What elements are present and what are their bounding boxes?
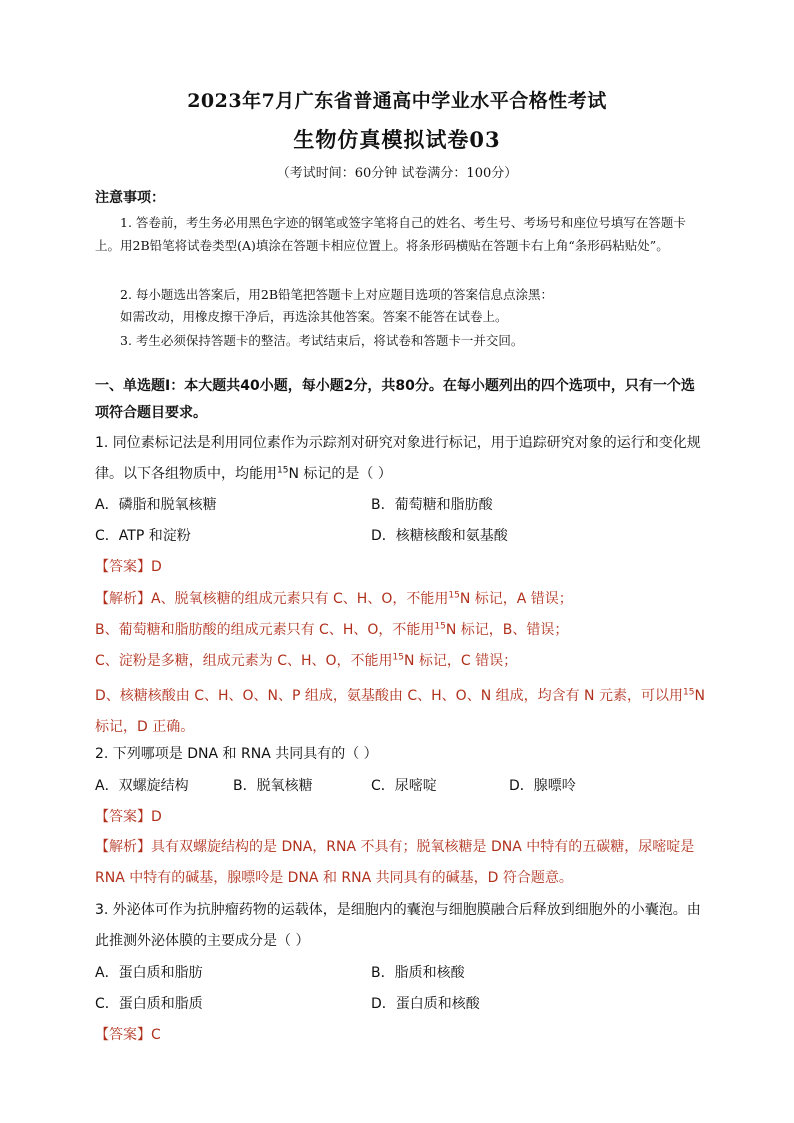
q3-option-c: C．蛋白质和脂质 xyxy=(95,996,203,1012)
q1-explanation-4: D、核糖核酸由 C、H、O、N、P 组成，氨基酸由 C、H、O、N 组成，均含有 N 元素，可以用$^{15}$N 标记，D 正确。 xyxy=(95,687,705,735)
q1-option-d: D．核糖核酸和氨基酸 xyxy=(371,528,508,544)
q1-explanation-3: C、淀粉是多糖，组成元素为 C、H、O，不能用$^{15}$N 标记，C 错误； xyxy=(95,652,518,669)
q2-option-a: A．双螺旋结构 xyxy=(95,778,189,794)
exam-info: （考试时间：60分钟 试卷满分：100分） xyxy=(276,166,518,181)
q2-explanation: 【解析】具有双螺旋结构的是 DNA，RNA 不具有；脱氧核糖是 DNA 中特有的五碳糖，尿嘧啶是 RNA 中特有的碱基，腺嘌呤是 DNA 和 RNA 共同具有的碱基，D 符合题意。 xyxy=(95,839,695,886)
question-2-stem: 2. 下列哪项是 DNA 和 RNA 共同具有的（ ） xyxy=(95,746,378,762)
q1-option-a: A．磷脂和脱氧核糖 xyxy=(95,497,217,513)
q1-option-c: C．ATP 和淀粉 xyxy=(95,528,191,544)
exam-title: 2023年7月广东省普通高中学业水平合格性考试 xyxy=(187,90,607,112)
q2-answer: 【答案】D xyxy=(95,809,162,825)
exam-subtitle: 生物仿真模拟试卷03 xyxy=(293,127,501,152)
q2-option-d: D．腺嘌呤 xyxy=(509,778,576,794)
notice-heading: 注意事项： xyxy=(95,190,165,206)
q2-option-c: C．尿嘧啶 xyxy=(371,778,437,794)
q3-option-d: D．蛋白质和核酸 xyxy=(371,996,480,1012)
q3-answer: 【答案】C xyxy=(95,1027,161,1043)
notice-item-2-cont: 如需改动，用橡皮擦干净后，再选涂其他答案。答案不能答在试卷上。 xyxy=(120,309,508,324)
q1-option-b: B．葡萄糖和脂肪酸 xyxy=(371,497,493,513)
notice-item-1: 1. 答卷前，考生务必用黑色字迹的钢笔或签字笔将自己的姓名、考生号、考场号和座位号填写在答题卡上。用2B铅笔将试卷类型(A)填涂在答题卡相应位置上。将条形码横贴在答题卡右上角“条形码粘贴处”。 xyxy=(95,215,686,253)
q1-explanation-2: B、葡萄糖和脂肪酸的组成元素只有 C、H、O，不能用$^{15}$N 标记，B、错误； xyxy=(95,621,569,638)
notice-item-3: 3. 考生必须保持答题卡的整洁。考试结束后，将试卷和答题卡一并交回。 xyxy=(120,333,524,348)
q1-answer: 【答案】D xyxy=(95,559,162,575)
section-heading: 一、单选题Ⅰ：本大题共40小题，每小题2分，共80分。在每小题列出的四个选项中，只有一个选项符合题目要求。 xyxy=(95,378,695,421)
q1-explanation-1: 【解析】A、脱氧核糖的组成元素只有 C、H、O，不能用$^{15}$N 标记，A 错误； xyxy=(95,590,573,607)
q2-option-b: B．脱氧核糖 xyxy=(233,778,313,794)
question-3-stem: 3. 外泌体可作为抗肿瘤药物的运载体，是细胞内的囊泡与细胞膜融合后释放到细胞外的小囊泡。由此推测外泌体膜的主要成分是（ ） xyxy=(95,902,701,949)
q3-option-a: A．蛋白质和脂肪 xyxy=(95,965,203,981)
q3-option-b: B．脂质和核酸 xyxy=(371,965,465,981)
notice-item-2: 2. 每小题选出答案后，用2B铅笔把答题卡上对应题目选项的答案信息点涂黑： xyxy=(120,287,554,302)
question-1-stem: 1. 同位素标记法是利用同位素作为示踪剂对研究对象进行标记，用于追踪研究对象的运行和变化规律。以下各组物质中，均能用$^{15}$N 标记的是（ ） xyxy=(95,435,701,482)
